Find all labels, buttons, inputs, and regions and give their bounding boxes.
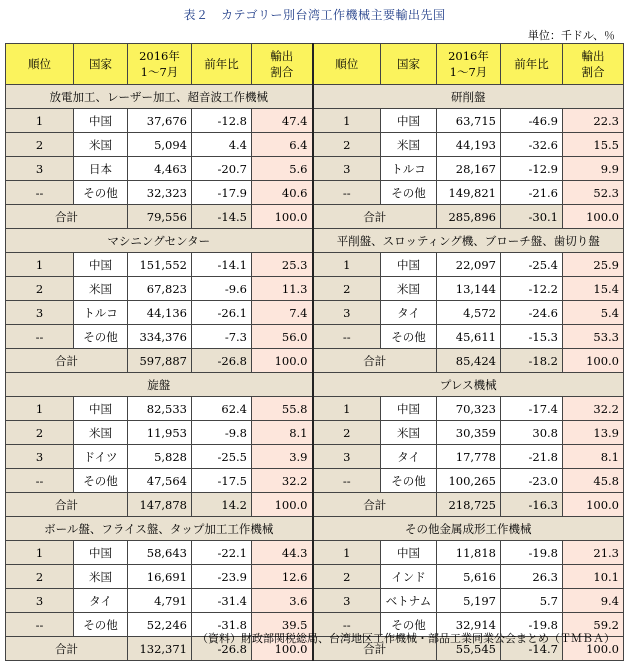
yoy-cell: -32.6	[501, 133, 563, 157]
value-cell: 5,828	[128, 445, 192, 469]
table-row	[6, 181, 624, 205]
header-rank: 順位	[313, 44, 381, 85]
country-cell: 中国	[74, 397, 128, 421]
rank-cell: 1	[313, 253, 381, 277]
yoy-cell: -25.5	[192, 445, 252, 469]
value-cell: 5,616	[437, 565, 501, 589]
share-cell: 32.2	[252, 469, 313, 493]
total-label: 合計	[6, 493, 128, 517]
total-share: 100.0	[252, 349, 313, 373]
yoy-cell: -26.1	[192, 301, 252, 325]
value-cell: 17,778	[437, 445, 501, 469]
header-country: 国家	[381, 44, 437, 85]
country-cell: 日本	[74, 157, 128, 181]
yoy-cell: -23.9	[192, 565, 252, 589]
share-cell: 15.5	[563, 133, 624, 157]
country-cell: タイ	[381, 445, 437, 469]
total-label: 合計	[313, 205, 437, 229]
total-share: 100.0	[252, 493, 313, 517]
value-cell: 13,144	[437, 277, 501, 301]
total-yoy: 14.2	[192, 493, 252, 517]
header-rank: 順位	[6, 44, 74, 85]
total-row	[6, 493, 624, 517]
yoy-cell: -22.1	[192, 541, 252, 565]
share-cell: 47.4	[252, 109, 313, 133]
yoy-cell: -9.6	[192, 277, 252, 301]
total-share: 100.0	[252, 637, 313, 661]
yoy-cell: -12.2	[501, 277, 563, 301]
rank-cell: --	[6, 613, 74, 637]
yoy-cell: 5.7	[501, 589, 563, 613]
category-name: 研削盤	[313, 85, 624, 109]
rank-cell: --	[6, 181, 74, 205]
total-yoy: -26.8	[192, 637, 252, 661]
total-label: 合計	[313, 637, 437, 661]
share-cell: 3.9	[252, 445, 313, 469]
total-value: 79,556	[128, 205, 192, 229]
rank-cell: --	[313, 613, 381, 637]
rank-cell: 2	[313, 277, 381, 301]
table-row	[6, 277, 624, 301]
value-cell: 63,715	[437, 109, 501, 133]
value-cell: 82,533	[128, 397, 192, 421]
share-cell: 13.9	[563, 421, 624, 445]
value-cell: 30,359	[437, 421, 501, 445]
country-cell: 米国	[381, 277, 437, 301]
total-yoy: -16.3	[501, 493, 563, 517]
total-share: 100.0	[252, 205, 313, 229]
share-cell: 45.8	[563, 469, 624, 493]
share-cell: 25.3	[252, 253, 313, 277]
value-cell: 4,572	[437, 301, 501, 325]
country-cell: 米国	[74, 421, 128, 445]
header-period: 2016年 1～7月	[437, 44, 501, 85]
value-cell: 11,953	[128, 421, 192, 445]
total-yoy: -14.5	[192, 205, 252, 229]
total-value: 132,371	[128, 637, 192, 661]
table-row	[6, 397, 624, 421]
country-cell: その他	[381, 181, 437, 205]
table-row	[6, 541, 624, 565]
table-row	[6, 301, 624, 325]
total-value: 597,887	[128, 349, 192, 373]
share-cell: 22.3	[563, 109, 624, 133]
country-cell: その他	[381, 613, 437, 637]
total-value: 147,878	[128, 493, 192, 517]
country-cell: トルコ	[74, 301, 128, 325]
rank-cell: --	[313, 469, 381, 493]
rank-cell: 3	[6, 589, 74, 613]
rank-cell: 2	[313, 133, 381, 157]
total-value: 85,424	[437, 349, 501, 373]
country-cell: その他	[381, 469, 437, 493]
yoy-cell: -14.1	[192, 253, 252, 277]
total-share: 100.0	[563, 637, 624, 661]
value-cell: 52,246	[128, 613, 192, 637]
value-cell: 334,376	[128, 325, 192, 349]
header-period: 2016年 1～7月	[128, 44, 192, 85]
category-name: 平削盤、スロッティング機、ブローチ盤、歯切り盤	[313, 229, 624, 253]
share-cell: 9.4	[563, 589, 624, 613]
total-row	[6, 349, 624, 373]
value-cell: 45,611	[437, 325, 501, 349]
rank-cell: 1	[6, 397, 74, 421]
yoy-cell: -23.0	[501, 469, 563, 493]
share-cell: 12.6	[252, 565, 313, 589]
rank-cell: 2	[313, 421, 381, 445]
total-value: 55,545	[437, 637, 501, 661]
yoy-cell: -17.4	[501, 397, 563, 421]
country-cell: その他	[74, 181, 128, 205]
country-cell: その他	[74, 469, 128, 493]
table-row	[6, 109, 624, 133]
share-cell: 5.4	[563, 301, 624, 325]
country-cell: 米国	[381, 133, 437, 157]
value-cell: 100,265	[437, 469, 501, 493]
header-share: 輸出 割合	[252, 44, 313, 85]
country-cell: 中国	[74, 541, 128, 565]
header-row	[6, 44, 624, 85]
rank-cell: 3	[313, 445, 381, 469]
country-cell: 米国	[74, 277, 128, 301]
category-name: マシニングセンター	[6, 229, 313, 253]
value-cell: 5,197	[437, 589, 501, 613]
share-cell: 25.9	[563, 253, 624, 277]
share-cell: 21.3	[563, 541, 624, 565]
share-cell: 5.6	[252, 157, 313, 181]
share-cell: 55.8	[252, 397, 313, 421]
rank-cell: 3	[313, 157, 381, 181]
share-cell: 10.1	[563, 565, 624, 589]
share-cell: 44.3	[252, 541, 313, 565]
rank-cell: 2	[6, 421, 74, 445]
share-cell: 6.4	[252, 133, 313, 157]
country-cell: 中国	[381, 397, 437, 421]
total-share: 100.0	[563, 493, 624, 517]
total-share: 100.0	[563, 205, 624, 229]
value-cell: 32,914	[437, 613, 501, 637]
share-cell: 8.1	[563, 445, 624, 469]
rank-cell: 3	[6, 157, 74, 181]
country-cell: ドイツ	[74, 445, 128, 469]
header-share: 輸出 割合	[563, 44, 624, 85]
category-row	[6, 517, 624, 541]
country-cell: 中国	[74, 109, 128, 133]
value-cell: 4,791	[128, 589, 192, 613]
value-cell: 44,136	[128, 301, 192, 325]
country-cell: 中国	[74, 253, 128, 277]
share-cell: 53.3	[563, 325, 624, 349]
yoy-cell: 62.4	[192, 397, 252, 421]
country-cell: タイ	[381, 301, 437, 325]
value-cell: 11,818	[437, 541, 501, 565]
country-cell: 中国	[381, 541, 437, 565]
rank-cell: 3	[6, 301, 74, 325]
share-cell: 7.4	[252, 301, 313, 325]
rank-cell: 3	[6, 445, 74, 469]
category-row	[6, 229, 624, 253]
value-cell: 151,552	[128, 253, 192, 277]
rank-cell: 1	[313, 109, 381, 133]
yoy-cell: -31.4	[192, 589, 252, 613]
header-country: 国家	[74, 44, 128, 85]
value-cell: 32,323	[128, 181, 192, 205]
value-cell: 28,167	[437, 157, 501, 181]
value-cell: 58,643	[128, 541, 192, 565]
category-name: ボール盤、フライス盤、タップ加工工作機械	[6, 517, 313, 541]
country-cell: その他	[74, 325, 128, 349]
rank-cell: 2	[313, 565, 381, 589]
total-share: 100.0	[563, 349, 624, 373]
rank-cell: 1	[6, 541, 74, 565]
total-value: 285,896	[437, 205, 501, 229]
yoy-cell: -20.7	[192, 157, 252, 181]
source-note: （資料）財政部関税総局、台湾地区工作機械・部品工業同業公会まとめ（ＴＭＢＡ）	[197, 632, 615, 645]
share-cell: 56.0	[252, 325, 313, 349]
country-cell: 米国	[74, 133, 128, 157]
share-cell: 59.2	[563, 613, 624, 637]
country-cell: タイ	[74, 589, 128, 613]
yoy-cell: -19.8	[501, 541, 563, 565]
table-row	[6, 565, 624, 589]
category-row	[6, 85, 624, 109]
country-cell: トルコ	[381, 157, 437, 181]
table-row	[6, 157, 624, 181]
total-yoy: -14.7	[501, 637, 563, 661]
yoy-cell: -21.8	[501, 445, 563, 469]
share-cell: 32.2	[563, 397, 624, 421]
value-cell: 16,691	[128, 565, 192, 589]
yoy-cell: -17.9	[192, 181, 252, 205]
table-row	[6, 133, 624, 157]
category-name: 旋盤	[6, 373, 313, 397]
table-title: 表２ カテゴリー別台湾工作機械主要輸出先国	[183, 8, 446, 22]
rank-cell: 1	[6, 253, 74, 277]
value-cell: 22,097	[437, 253, 501, 277]
value-cell: 47,564	[128, 469, 192, 493]
category-name: 放電加工、レーザー加工、超音波工作機械	[6, 85, 313, 109]
yoy-cell: -25.4	[501, 253, 563, 277]
rank-cell: 2	[6, 277, 74, 301]
total-yoy: -30.1	[501, 205, 563, 229]
country-cell: ベトナム	[381, 589, 437, 613]
table-row	[6, 469, 624, 493]
country-cell: 米国	[381, 421, 437, 445]
total-label: 合計	[6, 637, 128, 661]
category-name: プレス機械	[313, 373, 624, 397]
value-cell: 70,323	[437, 397, 501, 421]
total-row	[6, 205, 624, 229]
country-cell: 中国	[381, 253, 437, 277]
total-yoy: -26.8	[192, 349, 252, 373]
yoy-cell: 4.4	[192, 133, 252, 157]
share-cell: 8.1	[252, 421, 313, 445]
unit-label: 単位：千ドル、％	[527, 29, 615, 42]
share-cell: 39.5	[252, 613, 313, 637]
yoy-cell: -12.9	[501, 157, 563, 181]
rank-cell: --	[313, 325, 381, 349]
share-cell: 15.4	[563, 277, 624, 301]
rank-cell: 1	[6, 109, 74, 133]
header-yoy: 前年比	[501, 44, 563, 85]
value-cell: 149,821	[437, 181, 501, 205]
export-table	[5, 43, 624, 661]
yoy-cell: -7.3	[192, 325, 252, 349]
total-label: 合計	[6, 349, 128, 373]
share-cell: 40.6	[252, 181, 313, 205]
value-cell: 67,823	[128, 277, 192, 301]
total-label: 合計	[313, 493, 437, 517]
rank-cell: 1	[313, 541, 381, 565]
country-cell: 米国	[74, 565, 128, 589]
share-cell: 9.9	[563, 157, 624, 181]
rank-cell: --	[6, 325, 74, 349]
header-yoy: 前年比	[192, 44, 252, 85]
share-cell: 3.6	[252, 589, 313, 613]
table-row	[6, 253, 624, 277]
yoy-cell: -24.6	[501, 301, 563, 325]
total-value: 218,725	[437, 493, 501, 517]
yoy-cell: -21.6	[501, 181, 563, 205]
table-row	[6, 421, 624, 445]
category-name: その他金属成形工作機械	[313, 517, 624, 541]
value-cell: 5,094	[128, 133, 192, 157]
rank-cell: 1	[313, 397, 381, 421]
yoy-cell: -19.8	[501, 613, 563, 637]
yoy-cell: -9.8	[192, 421, 252, 445]
total-yoy: -18.2	[501, 349, 563, 373]
yoy-cell: -12.8	[192, 109, 252, 133]
yoy-cell: 26.3	[501, 565, 563, 589]
yoy-cell: -31.8	[192, 613, 252, 637]
table-row	[6, 445, 624, 469]
share-cell: 11.3	[252, 277, 313, 301]
rank-cell: 2	[6, 565, 74, 589]
value-cell: 4,463	[128, 157, 192, 181]
share-cell: 52.3	[563, 181, 624, 205]
country-cell: インド	[381, 565, 437, 589]
yoy-cell: -17.5	[192, 469, 252, 493]
yoy-cell: 30.8	[501, 421, 563, 445]
rank-cell: 2	[6, 133, 74, 157]
yoy-cell: -46.9	[501, 109, 563, 133]
yoy-cell: -15.3	[501, 325, 563, 349]
rank-cell: --	[6, 469, 74, 493]
value-cell: 44,193	[437, 133, 501, 157]
value-cell: 37,676	[128, 109, 192, 133]
table-row	[6, 325, 624, 349]
rank-cell: --	[313, 181, 381, 205]
rank-cell: 3	[313, 589, 381, 613]
total-label: 合計	[6, 205, 128, 229]
country-cell: その他	[381, 325, 437, 349]
country-cell: その他	[74, 613, 128, 637]
category-row	[6, 373, 624, 397]
total-label: 合計	[313, 349, 437, 373]
country-cell: 中国	[381, 109, 437, 133]
table-row	[6, 589, 624, 613]
rank-cell: 3	[313, 301, 381, 325]
